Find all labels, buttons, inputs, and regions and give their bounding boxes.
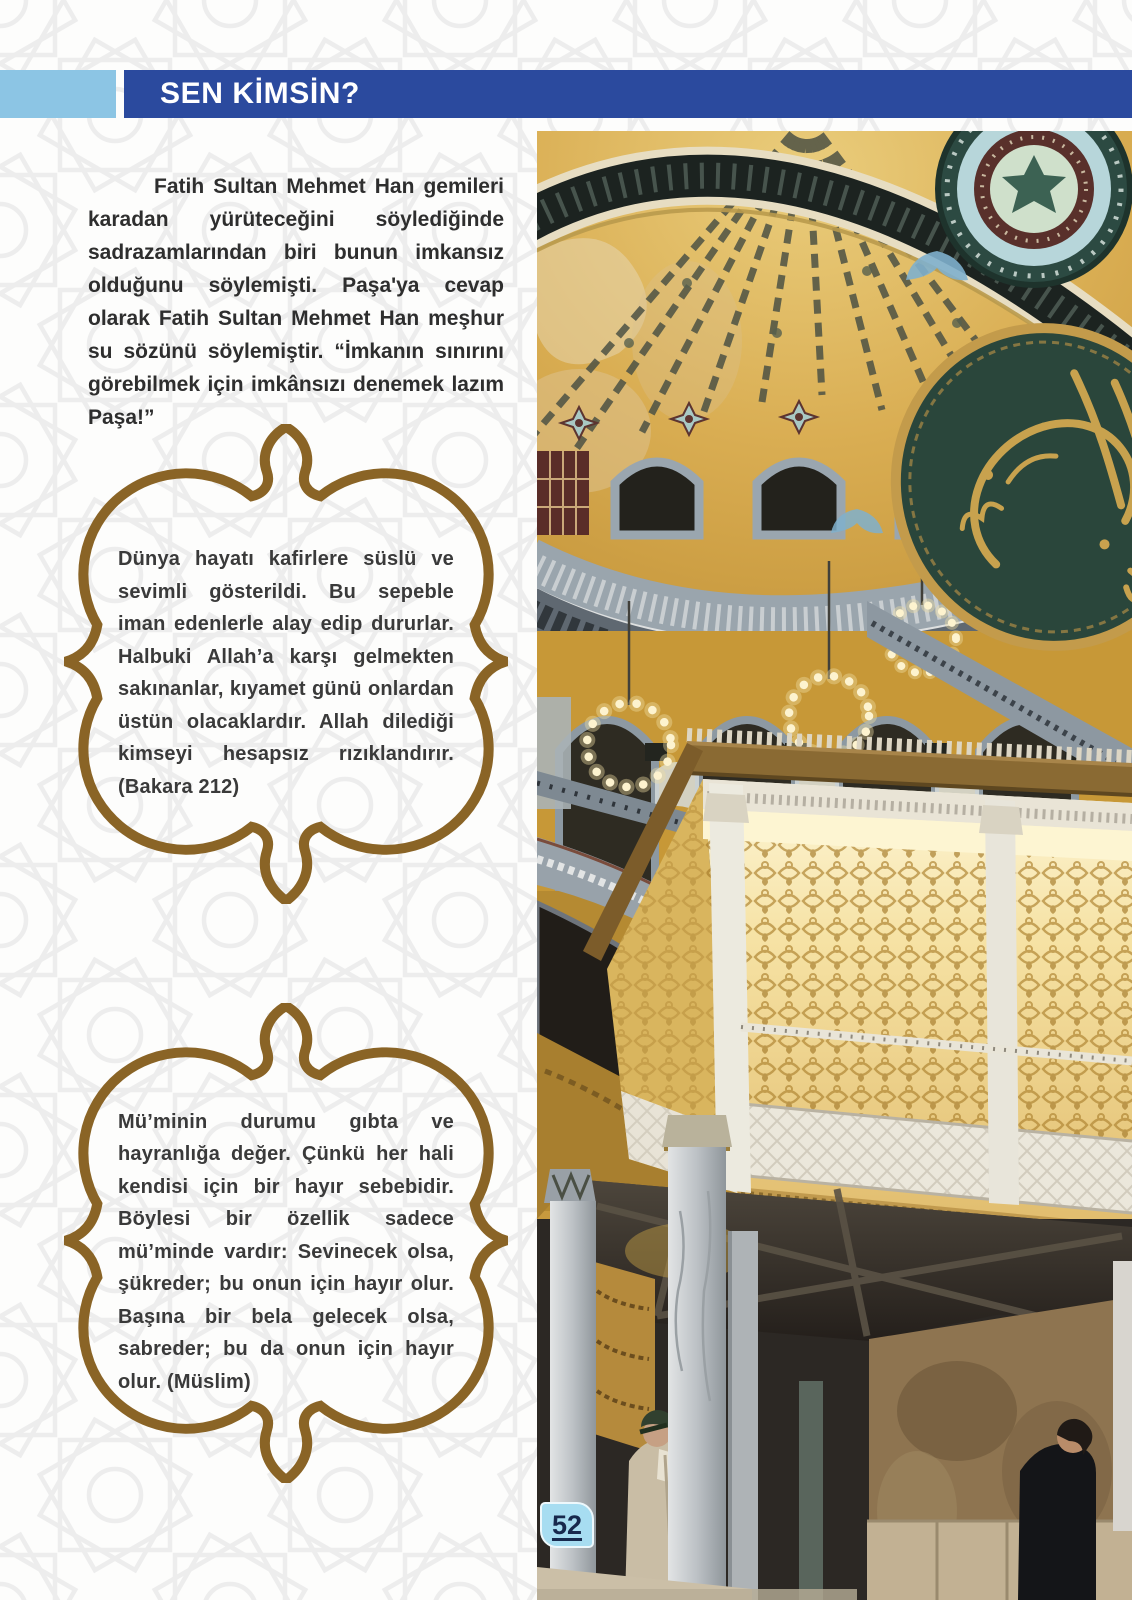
hagia-sophia-photo bbox=[537, 131, 1132, 1600]
quote-text-bakara: Dünya hayatı kafirlere süslü ve sevimli gösterildi. Bu sepeble iman edenlerle alay edip dururlar. Halbuki Allah’a karşı gelmekten sakınanlar, kıyamet günü onlardan üstün olacaklardır. Allah dilediği kimseyi hesapsız rızıklandırır. (Bakara 212) bbox=[118, 548, 454, 798]
page-title: SEN KİMSİN? bbox=[160, 77, 360, 110]
header-bar bbox=[124, 70, 1132, 118]
muezzin-loge bbox=[583, 735, 1132, 1243]
header-accent-block bbox=[0, 70, 116, 118]
header bbox=[0, 70, 1132, 118]
quote-frame-muslim bbox=[64, 1003, 508, 1483]
quote-text-muslim: Mü’minin durumu gıbta ve hayranlığa değer. Çünkü her hali kendisi için bir hayır sebebidir. Böylesi bir özellik sadece mü’minde vardır: Sevinecek olsa, şükreder; bu onun için hayır olur. Başına bir bela gelecek olsa, sabreder; bu da onun için hayır olur. (Müslim) bbox=[118, 1110, 454, 1393]
intro-paragraph: Fatih Sultan Mehmet Han gemileri karadan yürüteceğini söylediğinde sadrazamlarından biri bunun imkansız olduğunu söylemişti. Paşa'ya cevap olarak Fatih Sultan Mehmet Han meşhur su sözünü söylemiştir. “İmkanın sınırını görebilmek için imkânsızı denemek lazım Paşa!” bbox=[88, 175, 504, 429]
quote-frame-bakara bbox=[64, 424, 508, 904]
page-number: 52 bbox=[551, 1509, 583, 1540]
page-number-badge bbox=[540, 1502, 594, 1548]
header-gap bbox=[116, 70, 124, 118]
